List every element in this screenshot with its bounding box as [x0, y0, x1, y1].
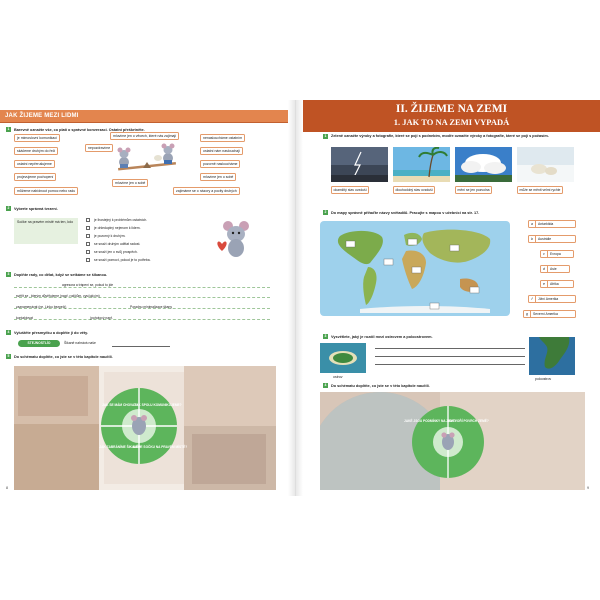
statement-chip[interactable]: ostatní nepřerušujeme	[14, 160, 55, 168]
task-instruction: Vyluštěte přesmyčku a doplňte ji do věty.	[14, 330, 89, 335]
answer-hint: zaznamenávat (ne. Linku bezpečí)	[16, 305, 67, 309]
answer-hint: agresora a trápení se, pokud to jde	[62, 283, 114, 287]
task-number: 3	[7, 272, 10, 276]
statement-chip[interactable]: můžeme nabídnout pomoc nebo radu	[14, 187, 78, 195]
chapter-title: II. ŽIJEME NA ZEMI	[395, 103, 508, 115]
legend-letter: g	[524, 311, 531, 318]
answer-line[interactable]	[14, 281, 270, 288]
weather-statement-chip[interactable]: dlouhodobý stav ovzduší	[393, 186, 435, 194]
tropical-beach-photo	[393, 147, 450, 182]
legend-name: Antarktida	[538, 222, 554, 226]
book-gutter	[288, 100, 303, 496]
mouse-with-heart-illustration	[214, 218, 260, 258]
statement-chip[interactable]: mluvíme jen o věcech, které nás zajímají	[110, 132, 179, 140]
statement-chip[interactable]: ostatní nám naslouchají	[200, 147, 243, 155]
continent-legend-item[interactable]	[540, 265, 570, 273]
wheel-label: JAKÉ JSOU PODMÍNKY NA ZEMI?	[404, 419, 456, 423]
left-page	[0, 100, 288, 496]
statement-chip[interactable]: mluvíme jen o sobě	[112, 179, 148, 187]
option-checkbox[interactable]	[86, 242, 90, 246]
summary-scheme-collage	[14, 366, 276, 490]
polar-bears-photo	[517, 147, 574, 182]
legend-name: Austrálie	[538, 237, 552, 241]
legend-letter: a	[529, 221, 536, 228]
legend-letter: b	[529, 236, 536, 243]
option-checkbox[interactable]	[86, 226, 90, 230]
answer-hint: (pohotový např.	[90, 316, 113, 320]
task-instruction: Barevně označte vše, co platí o správné konverzaci. Ostatní přeškrtněte.	[14, 127, 145, 132]
legend-name: Evropa	[550, 252, 561, 256]
task-instruction: Vysvětlete, jaký je rozdíl mezi ostrovem a poloostrovem.	[331, 334, 433, 339]
answer-line[interactable]	[375, 348, 525, 349]
option-label: je pozorný k druhým.	[94, 234, 126, 238]
continent-legend-item[interactable]	[528, 220, 576, 228]
task-number: 3	[324, 334, 327, 338]
option-label: je lhostejný k problémům ostatních.	[94, 218, 148, 222]
wheel-label: CO TVOŘÍ POVRCH ZEMĚ?	[447, 419, 489, 423]
option-checkbox[interactable]	[86, 250, 90, 254]
task-instruction: Vyberte správná tvrzení.	[14, 206, 58, 211]
island-caption: ostrov	[333, 375, 343, 379]
statement-chip[interactable]: mluvíme jen o sobě	[200, 173, 236, 181]
statement-chip[interactable]: pozorně nasloucháme	[200, 160, 240, 168]
legend-name: Afrika	[550, 282, 559, 286]
statement-prompt-text: Sočke na pravém místě má ten, kdo	[17, 220, 74, 224]
clouds-photo	[455, 147, 512, 182]
continent-legend-item[interactable]	[523, 310, 576, 318]
option-label: se snaží druhým udělat radost.	[94, 242, 141, 246]
legend-letter: f	[529, 296, 536, 303]
task-number: 2	[324, 210, 327, 214]
statement-chip[interactable]: zajímáme se o názory a pocity druhých	[173, 187, 240, 195]
left-header-bar	[0, 110, 288, 122]
option-label: se snaží jen o svůj prospěch.	[94, 250, 138, 254]
continent-legend-item[interactable]	[528, 235, 576, 243]
peninsula-caption: poloostrov	[535, 377, 552, 381]
option-checkbox[interactable]	[86, 234, 90, 238]
legend-name: Jižní Amerika	[538, 297, 559, 301]
legend-letter: d	[541, 266, 548, 273]
statement-chip[interactable]: nenasloucháme ostatním	[200, 134, 245, 142]
continent-legend-item[interactable]	[528, 295, 576, 303]
statement-chip[interactable]: skáčeme druhým do řeči	[14, 147, 58, 155]
task-instruction: Zeleně označte výroky a fotografie, které se pojí s podnebím, modře označte výroky a fotografie, které se pojí s počasím.	[331, 134, 549, 138]
wheel-label: JAK SE MÁM CHOVAT?	[102, 403, 138, 407]
task-instruction: Do schématu doplňte, co jste se v této kapitole naučili.	[14, 354, 113, 359]
chapter-header-bar	[303, 100, 600, 132]
island-photo	[320, 343, 366, 373]
weather-statement-chip[interactable]: okamžitý stav ovzduší	[331, 186, 369, 194]
task-instruction: Do schématu doplňte, co jste se v této kapitole naučili.	[331, 383, 430, 388]
anagram-sentence: Šikaně nahrává naše	[64, 341, 96, 345]
page-number: 8	[6, 486, 8, 490]
task-number: 2	[7, 206, 10, 210]
mice-seesaw-illustration	[110, 138, 185, 176]
anagram-pill: STEJNOSTLÍO	[18, 340, 60, 347]
option-label: se snaží pomoct, pokud je to potřeba.	[94, 258, 151, 262]
page-number: 9	[587, 486, 589, 490]
statement-chip[interactable]: projevujeme pochopení	[14, 173, 56, 181]
weather-statement-chip[interactable]: může se měnit velmi rychle	[517, 186, 563, 194]
wheel-label: JAK ZABRÁNÍME ŠIKANĚ?	[99, 445, 141, 449]
task-number: 4	[324, 383, 327, 387]
storm-photo	[331, 147, 388, 182]
wheel-label: MÁME SOČKU NA PRAVÉM MÍSTĚ?	[132, 445, 188, 449]
option-checkbox[interactable]	[86, 218, 90, 222]
answer-line[interactable]	[375, 364, 525, 365]
answer-hint: Poradnu minimalizace škany	[130, 305, 172, 309]
answer-line[interactable]	[14, 313, 270, 320]
left-header-title: JAK ŽIJEME MEZI LIDMI	[5, 112, 79, 119]
continent-legend-item[interactable]	[540, 280, 574, 288]
anagram-answer-line[interactable]	[112, 346, 170, 347]
legend-name: Severní Amerika	[533, 312, 558, 316]
task-number: 1	[324, 134, 327, 138]
continent-legend-item[interactable]	[540, 250, 574, 258]
left-header-rule	[0, 122, 288, 123]
weather-statement-chip[interactable]: mění se jen pozvolna	[455, 186, 492, 194]
legend-letter: c	[541, 251, 548, 258]
statement-chip[interactable]: nepozdravíme	[85, 144, 113, 152]
section-title: 1. JAK TO NA ZEMI VYPADÁ	[393, 117, 510, 127]
option-label: je ohleduplný nejenom k lidem.	[94, 226, 141, 230]
legend-letter: e	[541, 281, 548, 288]
option-checkbox[interactable]	[86, 258, 90, 262]
task-number: 5	[7, 354, 10, 358]
answer-line[interactable]	[375, 356, 525, 357]
summary-scheme-earth	[320, 392, 585, 490]
legend-name: Asie	[550, 267, 557, 271]
right-page	[303, 100, 600, 496]
wheel-label: JAK SPOLU KOMUNIKUJEME?	[134, 403, 182, 407]
task-instruction: Doplňte rady, co dělat, když se setkáme se šikanou.	[14, 272, 108, 277]
task-number: 4	[7, 330, 10, 334]
peninsula-photo	[529, 337, 575, 375]
answer-hint: svěřit se , kterým důvěřujeme (např. rodičům, vyučujícím)	[16, 294, 100, 298]
answer-hint: kontaktovat	[16, 316, 33, 320]
world-map	[320, 221, 510, 316]
task-number: 1	[7, 127, 10, 131]
statement-chip[interactable]: je mimoslovní komunikací	[14, 134, 60, 142]
task-instruction: Do mapy správně přiřaďte názvy světadílů. Pracujte s mapou v učebnici na str. 17.	[331, 210, 480, 215]
